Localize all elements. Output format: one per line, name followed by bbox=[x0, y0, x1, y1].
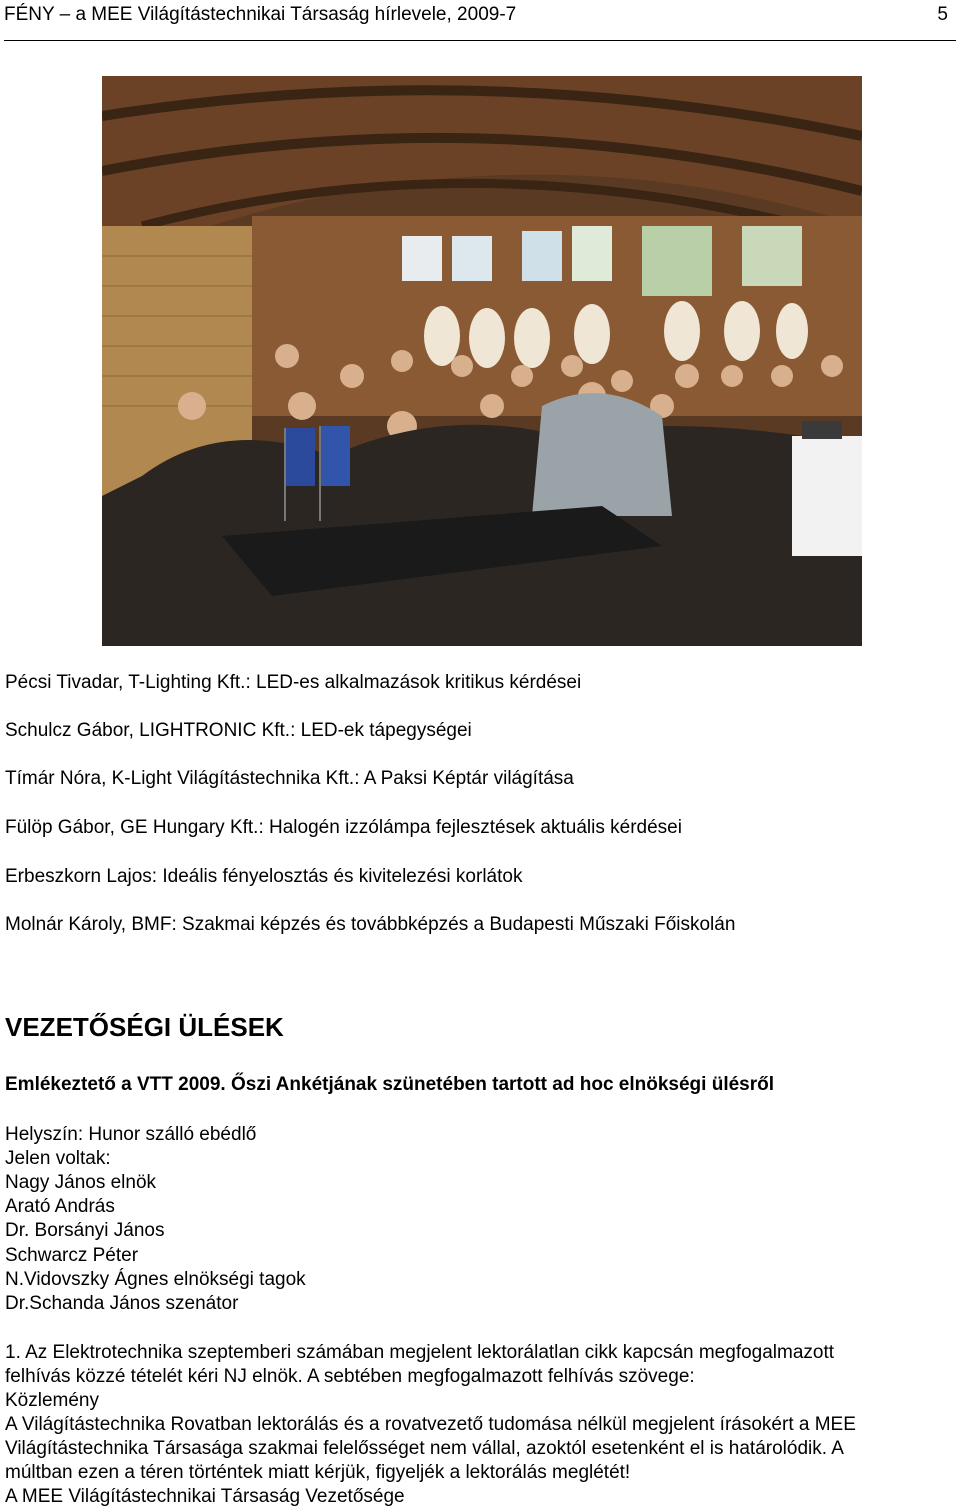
conference-audience-photo bbox=[102, 76, 862, 646]
body-line: Világítástechnika Társasága szakmai felelősséget nem vállal, azoktól esetenként el is határolódik. A bbox=[5, 1438, 844, 1459]
meeting-line: Arató András bbox=[5, 1196, 115, 1217]
page-number: 5 bbox=[937, 4, 948, 25]
meeting-line: Dr.Schanda János szenátor bbox=[5, 1293, 239, 1314]
photo-illustration bbox=[102, 76, 862, 646]
meeting-line: Schwarcz Péter bbox=[5, 1245, 139, 1266]
body-line: múltban ezen a téren történtek miatt kérjük, figyeljék a lektorálás meglétét! bbox=[5, 1462, 631, 1483]
body-line: A MEE Világítástechnikai Társaság Vezetősége bbox=[5, 1486, 405, 1507]
talk-item: Tímár Nóra, K-Light Világítástechnika Kft.: A Paksi Képtár világítása bbox=[5, 768, 574, 789]
talk-item: Molnár Károly, BMF: Szakmai képzés és továbbképzés a Budapesti Műszaki Főiskolán bbox=[5, 914, 736, 935]
talk-item: Schulcz Gábor, LIGHTRONIC Kft.: LED-ek tápegységei bbox=[5, 720, 472, 741]
meeting-line: Helyszín: Hunor szálló ebédlő bbox=[5, 1124, 257, 1145]
body-line: A Világítástechnika Rovatban lektorálás és a rovatvezető tudomása nélkül megjelent írásokért a MEE bbox=[5, 1414, 856, 1435]
newsletter-title: FÉNY – a MEE Világítástechnikai Társaság hírlevele, 2009-7 bbox=[4, 4, 517, 25]
meeting-line: Jelen voltak: bbox=[5, 1148, 111, 1169]
body-line: 1. Az Elektrotechnika szeptemberi számában megjelent lektorálatlan cikk kapcsán megfogalmazott bbox=[5, 1342, 835, 1363]
section-subtitle: Emlékeztető a VTT 2009. Őszi Ankétjának szünetében tartott ad hoc elnökségi ülésről bbox=[5, 1074, 775, 1095]
meeting-line: N.Vidovszky Ágnes elnökségi tagok bbox=[5, 1269, 306, 1290]
body-line: felhívás közzé tételét kéri NJ elnök. A sebtében megfogalmazott felhívás szövege: bbox=[5, 1366, 695, 1387]
talk-item: Pécsi Tivadar, T-Lighting Kft.: LED-es alkalmazások kritikus kérdései bbox=[5, 672, 582, 693]
page-header bbox=[4, 4, 956, 40]
meeting-line: Nagy János elnök bbox=[5, 1172, 157, 1193]
talk-item: Erbeszkorn Lajos: Ideális fényelosztás és kivitelezési korlátok bbox=[5, 866, 523, 887]
body-line: Közlemény bbox=[5, 1390, 99, 1411]
header-divider bbox=[4, 40, 956, 41]
section-heading: VEZETŐSÉGI ÜLÉSEK bbox=[5, 1012, 284, 1042]
meeting-line: Dr. Borsányi János bbox=[5, 1220, 165, 1241]
talk-item: Fülöp Gábor, GE Hungary Kft.: Halogén izzólámpa fejlesztések aktuális kérdései bbox=[5, 817, 682, 838]
